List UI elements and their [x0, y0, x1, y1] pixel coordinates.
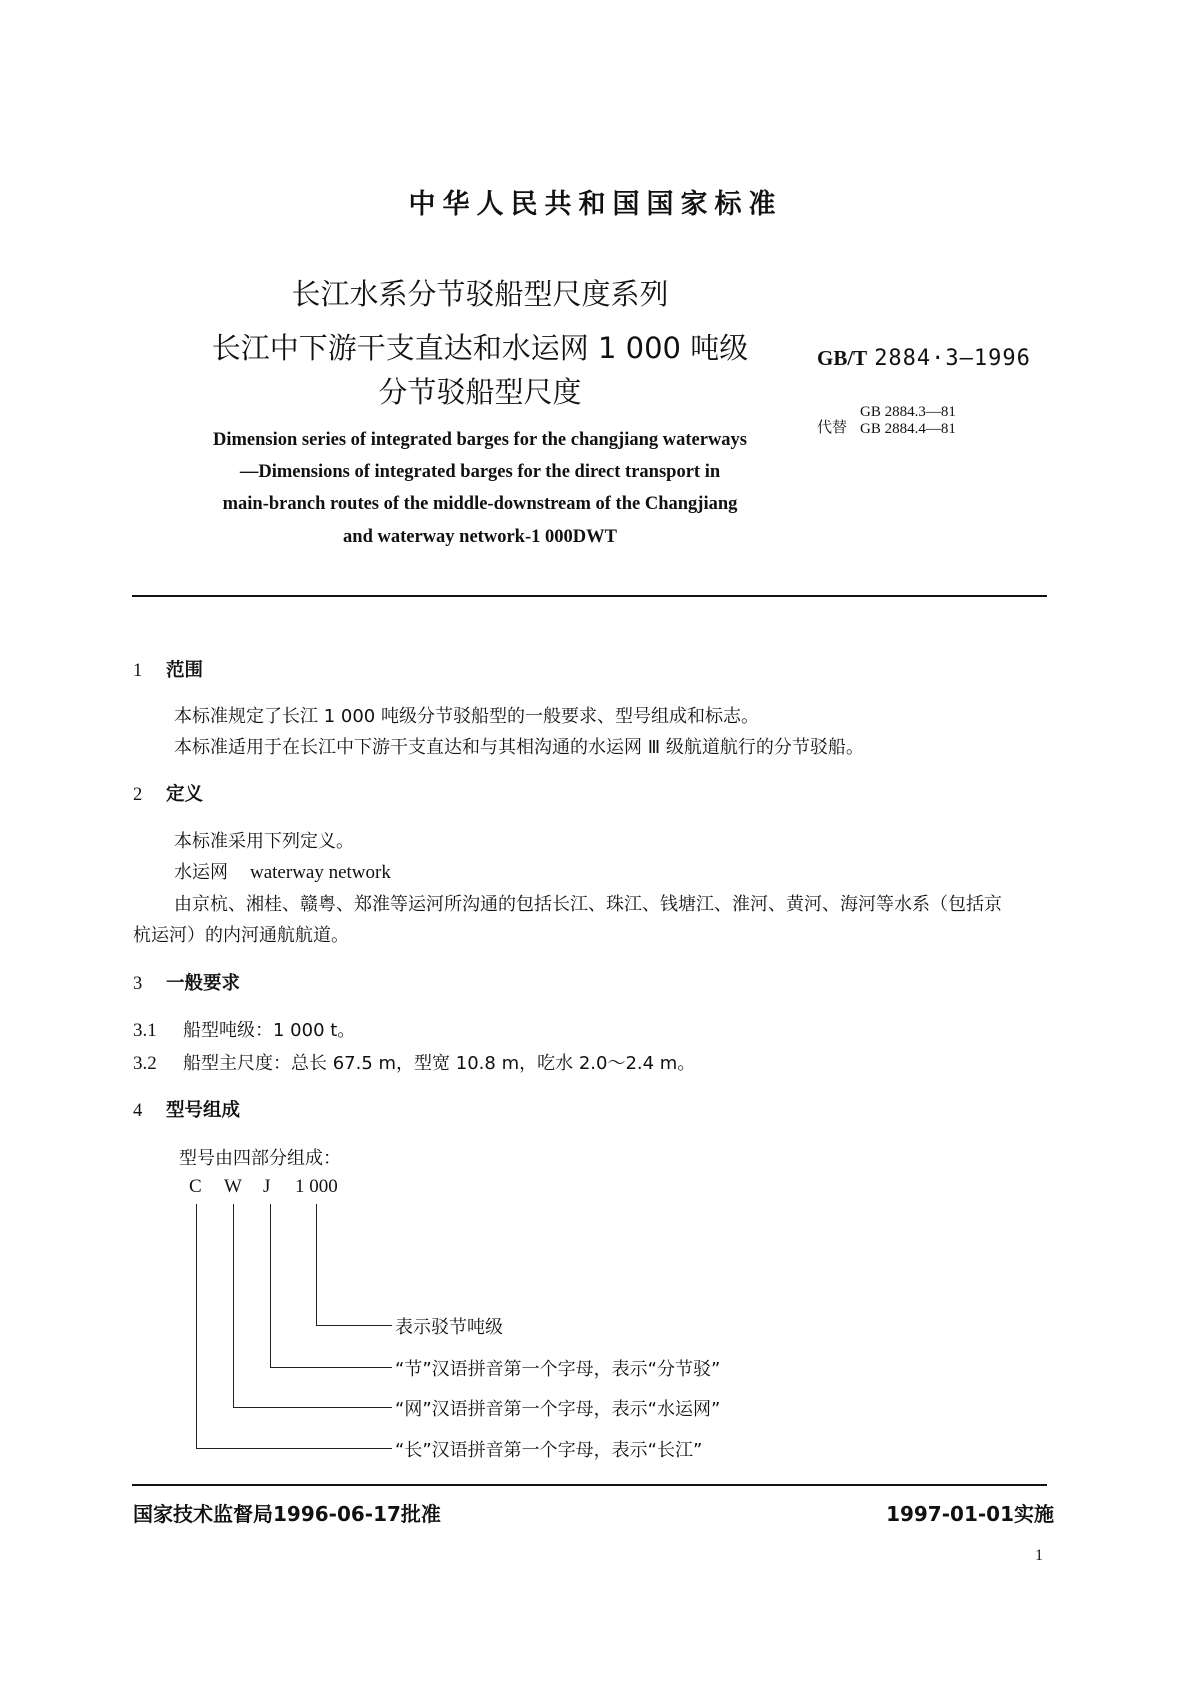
effective-date: 1997-01-01实施	[886, 1502, 1054, 1526]
item-3-1-number: 3.1	[133, 1020, 157, 1041]
section-2-para-1: 本标准采用下列定义。	[174, 831, 354, 852]
legend-w: “网”汉语拼音第一个字母，表示“水运网”	[395, 1399, 721, 1420]
section-1-heading	[133, 656, 203, 682]
section-3-number: 3	[133, 974, 143, 994]
section-1-number: 1	[133, 661, 143, 681]
term-cn: 水运网	[174, 862, 228, 883]
section-2-term	[174, 858, 391, 884]
term-en: waterway network	[250, 862, 391, 883]
section-2-def-line-1: 由京杭、湘桂、赣粤、郑淮等运河所沟通的包括长江、珠江、钱塘江、淮河、黄河、海河等水系（包括京	[174, 894, 1002, 915]
section-2-title: 定义	[166, 784, 204, 805]
replaces-list	[860, 404, 956, 438]
approval-date: 国家技术监督局1996-06-17批准	[133, 1502, 441, 1526]
section-1-para-2: 本标准适用于在长江中下游干支直达和与其相沟通的水运网 Ⅲ 级航道航行的分节驳船。	[174, 737, 864, 758]
legend-tonnage: 表示驳节吨级	[395, 1317, 503, 1338]
connector-tonnage-vertical	[316, 1204, 317, 1325]
item-3-1-text: 船型吨级：1 000 t。	[183, 1020, 356, 1041]
footer-divider	[132, 1484, 1047, 1486]
item-3-2-text: 船型主尺度：总长 67.5 m，型宽 10.8 m，吃水 2.0～2.4 m。	[183, 1053, 696, 1074]
connector-w-vertical	[233, 1204, 234, 1407]
en-title-line-4: and waterway network-1 000DWT	[343, 527, 617, 547]
item-3-2-number: 3.2	[133, 1053, 157, 1074]
model-code-w: W	[224, 1176, 242, 1197]
model-code-c: C	[189, 1176, 202, 1197]
en-title-line-1: Dimension series of integrated barges for the changjiang waterways	[212, 430, 748, 450]
connector-c-horizontal	[196, 1448, 392, 1449]
connector-w-horizontal	[233, 1407, 392, 1408]
model-intro: 型号由四部分组成：	[179, 1148, 341, 1169]
national-standard-title: 中华人民共和国国家标准	[408, 189, 783, 220]
section-4-heading	[133, 1096, 240, 1122]
connector-j-vertical	[270, 1204, 271, 1367]
section-2-number: 2	[133, 785, 143, 805]
cn-title-line-2: 长江中下游干支直达和水运网 1 000 吨级	[211, 331, 749, 365]
model-code-tonnage: 1 000	[295, 1176, 338, 1197]
cn-title-line-3: 分节驳船型尺度	[378, 375, 582, 409]
section-3-item-2	[133, 1049, 695, 1075]
section-3-title: 一般要求	[166, 973, 241, 994]
section-4-title: 型号组成	[166, 1100, 241, 1121]
section-1-title: 范围	[166, 660, 204, 681]
header-divider	[132, 595, 1047, 597]
standard-code: 2884·3—1996	[874, 346, 1031, 371]
section-3-item-1	[133, 1016, 355, 1042]
model-code-j: J	[263, 1176, 271, 1197]
cn-title-line-1: 长江水系分节驳船型尺度系列	[291, 277, 669, 311]
legend-j: “节”汉语拼音第一个字母，表示“分节驳”	[395, 1359, 721, 1380]
connector-j-horizontal	[270, 1367, 392, 1368]
page-number: 1	[1035, 1547, 1043, 1564]
standard-prefix: GB/T	[817, 346, 868, 370]
section-3-heading	[133, 969, 240, 995]
replaces-item-1: GB 2884.3—81	[860, 404, 956, 420]
replaces-label: 代替	[817, 418, 848, 436]
en-title-line-2: —Dimensions of integrated barges for the direct transport in	[239, 462, 721, 482]
section-4-number: 4	[133, 1101, 143, 1121]
connector-c-vertical	[196, 1204, 197, 1448]
section-2-def-line-2: 杭运河）的内河通航航道。	[133, 925, 349, 946]
replaces-item-2: GB 2884.4—81	[860, 421, 956, 437]
en-title-line-3: main-branch routes of the middle-downstream of the Changjiang	[222, 494, 738, 514]
connector-tonnage-horizontal	[316, 1325, 392, 1326]
legend-c: “长”汉语拼音第一个字母，表示“长江”	[395, 1440, 703, 1461]
standard-number	[817, 346, 1031, 371]
section-2-heading	[133, 780, 203, 806]
section-1-para-1: 本标准规定了长江 1 000 吨级分节驳船型的一般要求、型号组成和标志。	[174, 706, 759, 727]
